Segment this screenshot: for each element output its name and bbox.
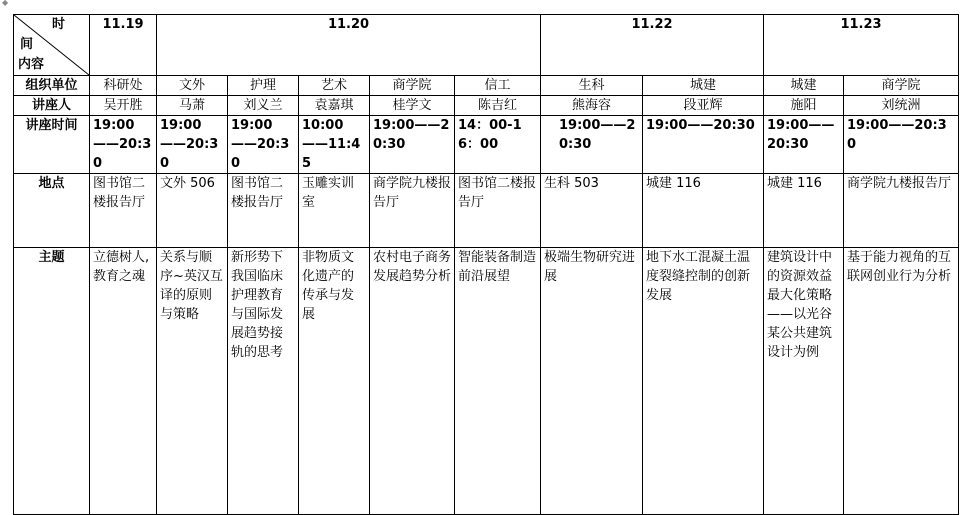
location-cell: 商学院九楼报告厅: [370, 174, 455, 248]
topic-cell: 基于能力视角的互联网创业行为分析: [844, 248, 959, 515]
time-cell: 10:00——11:45: [299, 116, 370, 174]
header-corner-cell: [14, 15, 90, 76]
lecture-schedule-table: [13, 14, 959, 515]
date-cell: 11.20: [157, 15, 541, 76]
header-content-label: 内容: [18, 57, 45, 72]
date-cell: 11.22: [541, 15, 764, 76]
location-cell: 图书馆二楼报告厅: [455, 174, 541, 248]
speaker-cell: 桂学文: [370, 96, 455, 116]
speaker-cell: 陈吉红: [455, 96, 541, 116]
time-cell: 19:00——20:30: [764, 116, 844, 174]
location-cell: 城建 116: [764, 174, 844, 248]
location-label: 地点: [14, 174, 90, 248]
time-cell: 19:00——20:30: [844, 116, 959, 174]
speaker-cell: 吴开胜: [90, 96, 157, 116]
organizer-cell: 商学院: [844, 76, 959, 96]
header-time-label: 时: [52, 17, 66, 32]
organizer-label: 组织单位: [14, 76, 90, 96]
organizer-row: [14, 76, 959, 96]
topic-cell: 智能装备制造前沿展望: [455, 248, 541, 515]
time-row: [14, 116, 959, 174]
speaker-cell: 刘义兰: [228, 96, 299, 116]
date-cell: 11.23: [764, 15, 959, 76]
location-cell: 生科 503: [541, 174, 643, 248]
speaker-cell: 马萧: [157, 96, 228, 116]
location-row: [14, 174, 959, 248]
speaker-cell: 段亚辉: [643, 96, 764, 116]
organizer-cell: 科研处: [90, 76, 157, 96]
speaker-cell: 施阳: [764, 96, 844, 116]
time-cell: 19:00——20:30: [228, 116, 299, 174]
table-anchor-icon: ◆: [2, 0, 9, 7]
organizer-cell: 商学院: [370, 76, 455, 96]
speaker-cell: 熊海容: [541, 96, 643, 116]
time-cell: 14：00-16：00: [455, 116, 541, 174]
speaker-row: [14, 96, 959, 116]
location-cell: 图书馆二楼报告厅: [228, 174, 299, 248]
organizer-cell: 城建: [643, 76, 764, 96]
date-cell: 11.19: [90, 15, 157, 76]
date-row: [14, 15, 959, 76]
topic-cell: 农村电子商务发展趋势分析: [370, 248, 455, 515]
topic-cell: 非物质文化遗产的传承与发展: [299, 248, 370, 515]
time-cell: 19:00——20:30: [370, 116, 455, 174]
speaker-cell: 刘统洲: [844, 96, 959, 116]
time-cell: 19:00——20:30: [90, 116, 157, 174]
topic-cell: 建筑设计中的资源效益最大化策略——以光谷某公共建筑设计为例: [764, 248, 844, 515]
location-cell: 城建 116: [643, 174, 764, 248]
time-cell: 19:00——20:30: [541, 116, 643, 174]
location-cell: 图书馆二楼报告厅: [90, 174, 157, 248]
topic-cell: 地下水工混凝土温度裂缝控制的创新发展: [643, 248, 764, 515]
organizer-cell: 生科: [541, 76, 643, 96]
organizer-cell: 城建: [764, 76, 844, 96]
time-cell: 19:00——20:30: [157, 116, 228, 174]
topic-cell: 极端生物研究进展: [541, 248, 643, 515]
topic-cell: 新形势下我国临床护理教育与国际发展趋势接轨的思考: [228, 248, 299, 515]
organizer-cell: 信工: [455, 76, 541, 96]
topic-cell: 关系与顺序~英汉互译的原则与策略: [157, 248, 228, 515]
location-cell: 文外 506: [157, 174, 228, 248]
header-jian-label: 间: [20, 37, 34, 52]
location-cell: 玉雕实训室: [299, 174, 370, 248]
topic-row: [14, 248, 959, 515]
organizer-cell: 文外: [157, 76, 228, 96]
speaker-cell: 袁嘉琪: [299, 96, 370, 116]
topic-cell: 立德树人,教育之魂: [90, 248, 157, 515]
time-cell: 19:00——20:30: [643, 116, 764, 174]
speaker-label: 讲座人: [14, 96, 90, 116]
organizer-cell: 艺术: [299, 76, 370, 96]
topic-label: 主题: [14, 248, 90, 515]
time-label: 讲座时间: [14, 116, 90, 174]
location-cell: 商学院九楼报告厅: [844, 174, 959, 248]
organizer-cell: 护理: [228, 76, 299, 96]
